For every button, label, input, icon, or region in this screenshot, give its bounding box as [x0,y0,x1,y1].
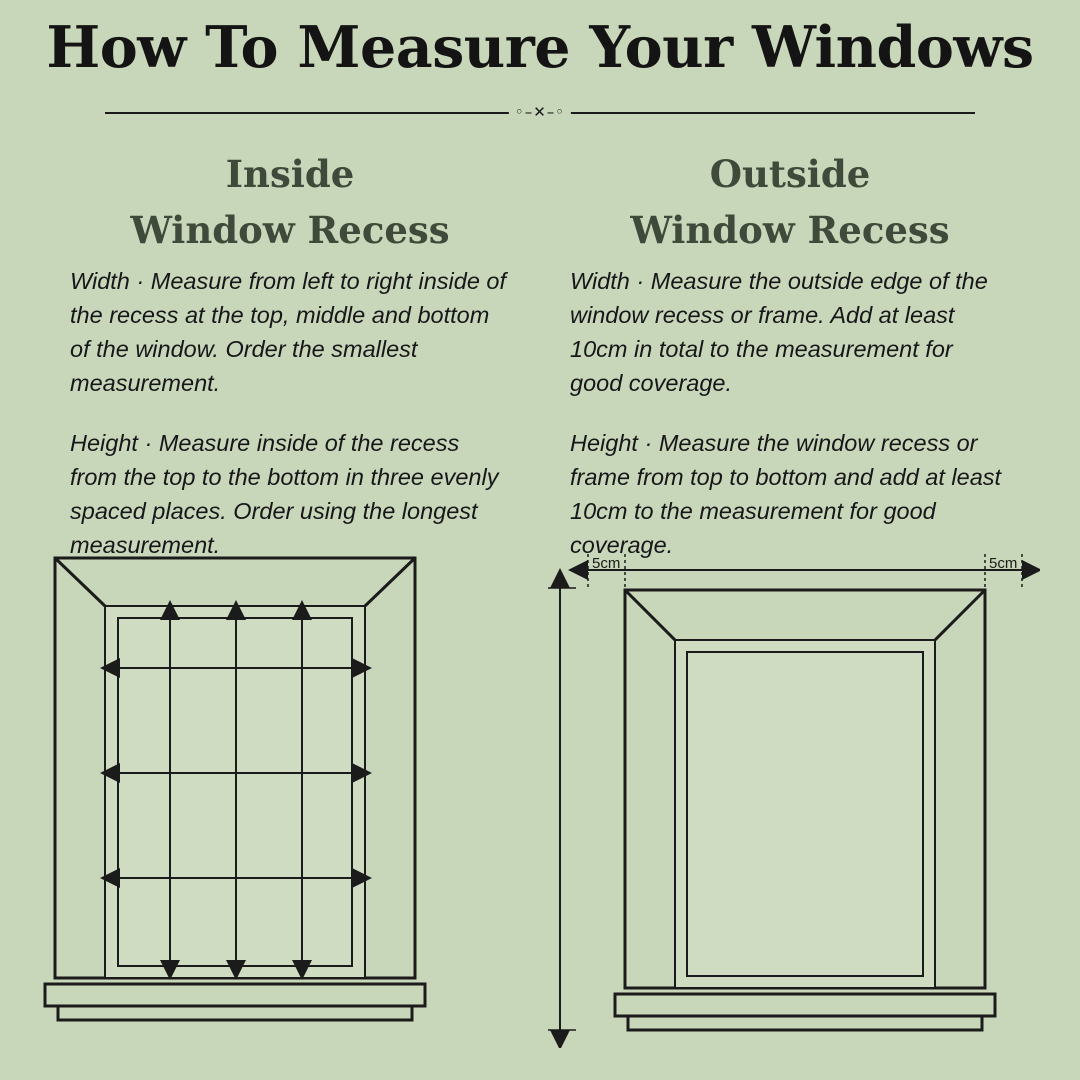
diagram-row [0,548,1080,1080]
outside-recess-diagram [540,548,1040,1048]
inside-recess-heading [70,147,510,258]
right-margin-label: 5cm [989,555,1018,572]
inside-recess-svg [40,548,500,1048]
inside-recess-width-text: Width · Measure from left to right inside of the recess at the top, middle and bottom of the window. Order the smallest measurement. [70,268,507,397]
content-columns [0,121,1080,563]
left-margin-label: 5cm [592,555,621,572]
column-outside-recess [540,147,1040,563]
title-divider [105,103,975,121]
page-title: How To Measure Your Windows [46,14,1034,81]
outside-recess-heading-line1: Outside [709,152,871,196]
column-inside-recess [40,147,540,563]
inside-recess-height-text: Height · Measure inside of the recess from the top to the bottom in three evenly spaced places. Order using the longest measurement. [70,430,499,559]
outside-recess-heading [570,147,1010,258]
outside-recess-height-text: Height · Measure the window recess or frame from top to bottom and add at least 10cm to the measurement for good coverage. [570,430,1002,559]
inside-recess-heading-line2: Window Recess [130,207,450,252]
outside-recess-width-text: Width · Measure the outside edge of the window recess or frame. Add at least 10cm in total to the measurement for good coverage. [570,268,988,397]
inside-recess-heading-line1: Inside [225,152,355,196]
divider-ornament-icon: ◦–✕–◦ [509,103,571,121]
outside-recess-svg [540,548,1040,1048]
inside-recess-diagram [40,548,500,1048]
outside-recess-heading-line2: Window Recess [630,207,950,252]
